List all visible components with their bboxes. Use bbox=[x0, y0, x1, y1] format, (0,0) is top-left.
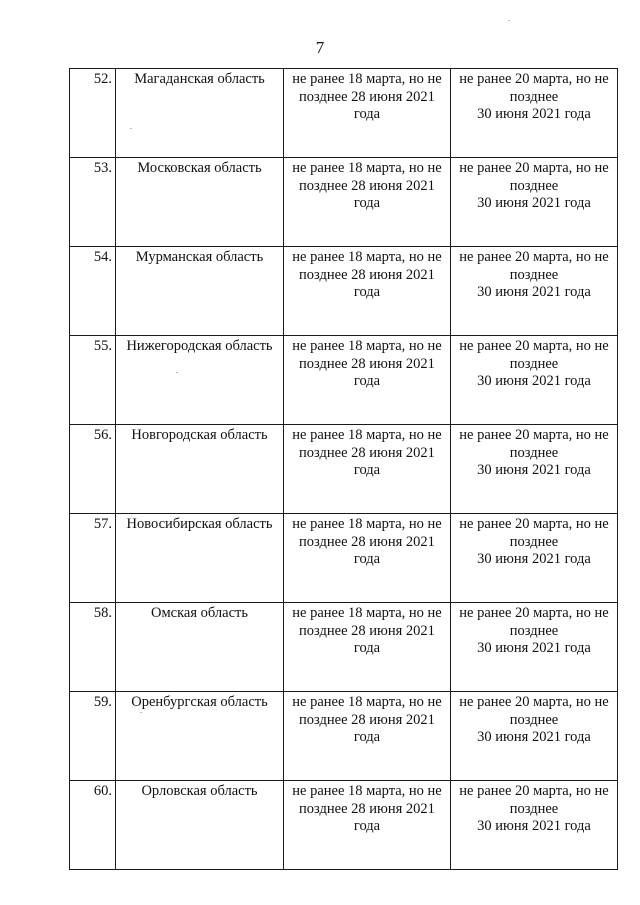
region-name: Мурманская область bbox=[116, 247, 284, 336]
regions-table bbox=[69, 68, 618, 870]
start-date-line: позднее 28 июня 2021 bbox=[299, 355, 435, 372]
start-date-line: не ранее 18 марта, но не bbox=[292, 783, 442, 799]
end-date-line: не ранее 20 марта, но не bbox=[459, 783, 609, 799]
start-date-line: не ранее 18 марта, но не bbox=[292, 338, 442, 354]
region-name: Новосибирская область bbox=[116, 514, 284, 603]
end-date-line: позднее bbox=[509, 800, 559, 817]
region-name: Новгородская область bbox=[116, 425, 284, 514]
end-date-cell bbox=[451, 69, 618, 158]
region-name: Оренбургская область bbox=[116, 692, 284, 781]
start-date-line: года bbox=[353, 551, 381, 567]
table-row bbox=[70, 336, 618, 425]
end-date-cell bbox=[451, 692, 618, 781]
end-date-line: позднее bbox=[509, 177, 559, 194]
start-date-line: не ранее 18 марта, но не bbox=[292, 694, 442, 710]
end-date-line: 30 июня 2021 года bbox=[477, 729, 591, 745]
end-date-line: не ранее 20 марта, но не bbox=[459, 605, 609, 621]
start-date-line: позднее 28 июня 2021 bbox=[299, 177, 435, 194]
end-date-cell bbox=[451, 603, 618, 692]
start-date-line: не ранее 18 марта, но не bbox=[292, 249, 442, 265]
region-name: Нижегородская область bbox=[116, 336, 284, 425]
end-date-line: позднее bbox=[509, 88, 559, 105]
start-date-cell bbox=[284, 781, 451, 870]
row-number: 60. bbox=[70, 781, 116, 870]
table-row bbox=[70, 781, 618, 870]
scan-speck bbox=[130, 128, 132, 129]
end-date-cell bbox=[451, 425, 618, 514]
start-date-line: не ранее 18 марта, но не bbox=[292, 71, 442, 87]
start-date-cell bbox=[284, 158, 451, 247]
start-date-line: позднее 28 июня 2021 bbox=[299, 266, 435, 283]
scan-speck bbox=[140, 712, 142, 713]
end-date-line: 30 июня 2021 года bbox=[477, 551, 591, 567]
start-date-line: года bbox=[353, 373, 381, 389]
table-row bbox=[70, 425, 618, 514]
end-date-cell bbox=[451, 247, 618, 336]
end-date-line: не ранее 20 марта, но не bbox=[459, 249, 609, 265]
region-name: Магаданская область bbox=[116, 69, 284, 158]
start-date-line: позднее 28 июня 2021 bbox=[299, 711, 435, 728]
table-row bbox=[70, 247, 618, 336]
end-date-line: не ранее 20 марта, но не bbox=[459, 160, 609, 176]
end-date-line: 30 июня 2021 года bbox=[477, 195, 591, 211]
end-date-line: не ранее 20 марта, но не bbox=[459, 338, 609, 354]
row-number: 53. bbox=[70, 158, 116, 247]
end-date-line: позднее bbox=[509, 533, 559, 550]
end-date-line: 30 июня 2021 года bbox=[477, 106, 591, 122]
start-date-line: года bbox=[353, 640, 381, 656]
end-date-line: 30 июня 2021 года bbox=[477, 640, 591, 656]
scan-speck bbox=[176, 372, 178, 373]
end-date-cell bbox=[451, 514, 618, 603]
row-number: 57. bbox=[70, 514, 116, 603]
end-date-line: 30 июня 2021 года bbox=[477, 462, 591, 478]
start-date-line: года bbox=[353, 106, 381, 122]
start-date-line: года bbox=[353, 818, 381, 834]
end-date-line: 30 июня 2021 года bbox=[477, 373, 591, 389]
start-date-cell bbox=[284, 69, 451, 158]
row-number: 55. bbox=[70, 336, 116, 425]
regions-table-body bbox=[70, 69, 618, 870]
row-number: 59. bbox=[70, 692, 116, 781]
start-date-cell bbox=[284, 247, 451, 336]
start-date-line: не ранее 18 марта, но не bbox=[292, 427, 442, 443]
start-date-line: позднее 28 июня 2021 bbox=[299, 800, 435, 817]
end-date-cell bbox=[451, 781, 618, 870]
end-date-line: позднее bbox=[509, 622, 559, 639]
start-date-line: позднее 28 июня 2021 bbox=[299, 622, 435, 639]
table-row bbox=[70, 69, 618, 158]
end-date-line: позднее bbox=[509, 355, 559, 372]
start-date-line: года bbox=[353, 284, 381, 300]
start-date-line: позднее 28 июня 2021 bbox=[299, 88, 435, 105]
row-number: 52. bbox=[70, 69, 116, 158]
start-date-cell bbox=[284, 336, 451, 425]
scan-speck bbox=[508, 20, 510, 21]
end-date-line: позднее bbox=[509, 711, 559, 728]
end-date-cell bbox=[451, 158, 618, 247]
end-date-line: позднее bbox=[509, 266, 559, 283]
region-name: Омская область bbox=[116, 603, 284, 692]
region-name: Орловская область bbox=[116, 781, 284, 870]
end-date-line: не ранее 20 марта, но не bbox=[459, 71, 609, 87]
row-number: 58. bbox=[70, 603, 116, 692]
start-date-line: позднее 28 июня 2021 bbox=[299, 533, 435, 550]
start-date-line: года bbox=[353, 195, 381, 211]
table-row bbox=[70, 158, 618, 247]
row-number: 56. bbox=[70, 425, 116, 514]
table-row bbox=[70, 692, 618, 781]
row-number: 54. bbox=[70, 247, 116, 336]
page-number: 7 bbox=[315, 38, 325, 57]
start-date-line: не ранее 18 марта, но не bbox=[292, 605, 442, 621]
table-row bbox=[70, 514, 618, 603]
start-date-line: не ранее 18 марта, но не bbox=[292, 516, 442, 532]
start-date-cell bbox=[284, 603, 451, 692]
start-date-cell bbox=[284, 514, 451, 603]
end-date-line: не ранее 20 марта, но не bbox=[459, 694, 609, 710]
end-date-line: 30 июня 2021 года bbox=[477, 284, 591, 300]
end-date-line: позднее bbox=[509, 444, 559, 461]
end-date-cell bbox=[451, 336, 618, 425]
start-date-line: не ранее 18 марта, но не bbox=[292, 160, 442, 176]
end-date-line: не ранее 20 марта, но не bbox=[459, 427, 609, 443]
start-date-cell bbox=[284, 425, 451, 514]
end-date-line: не ранее 20 марта, но не bbox=[459, 516, 609, 532]
region-name: Московская область bbox=[116, 158, 284, 247]
start-date-line: года bbox=[353, 729, 381, 745]
start-date-line: позднее 28 июня 2021 bbox=[299, 444, 435, 461]
end-date-line: 30 июня 2021 года bbox=[477, 818, 591, 834]
start-date-line: года bbox=[353, 462, 381, 478]
start-date-cell bbox=[284, 692, 451, 781]
table-row bbox=[70, 603, 618, 692]
